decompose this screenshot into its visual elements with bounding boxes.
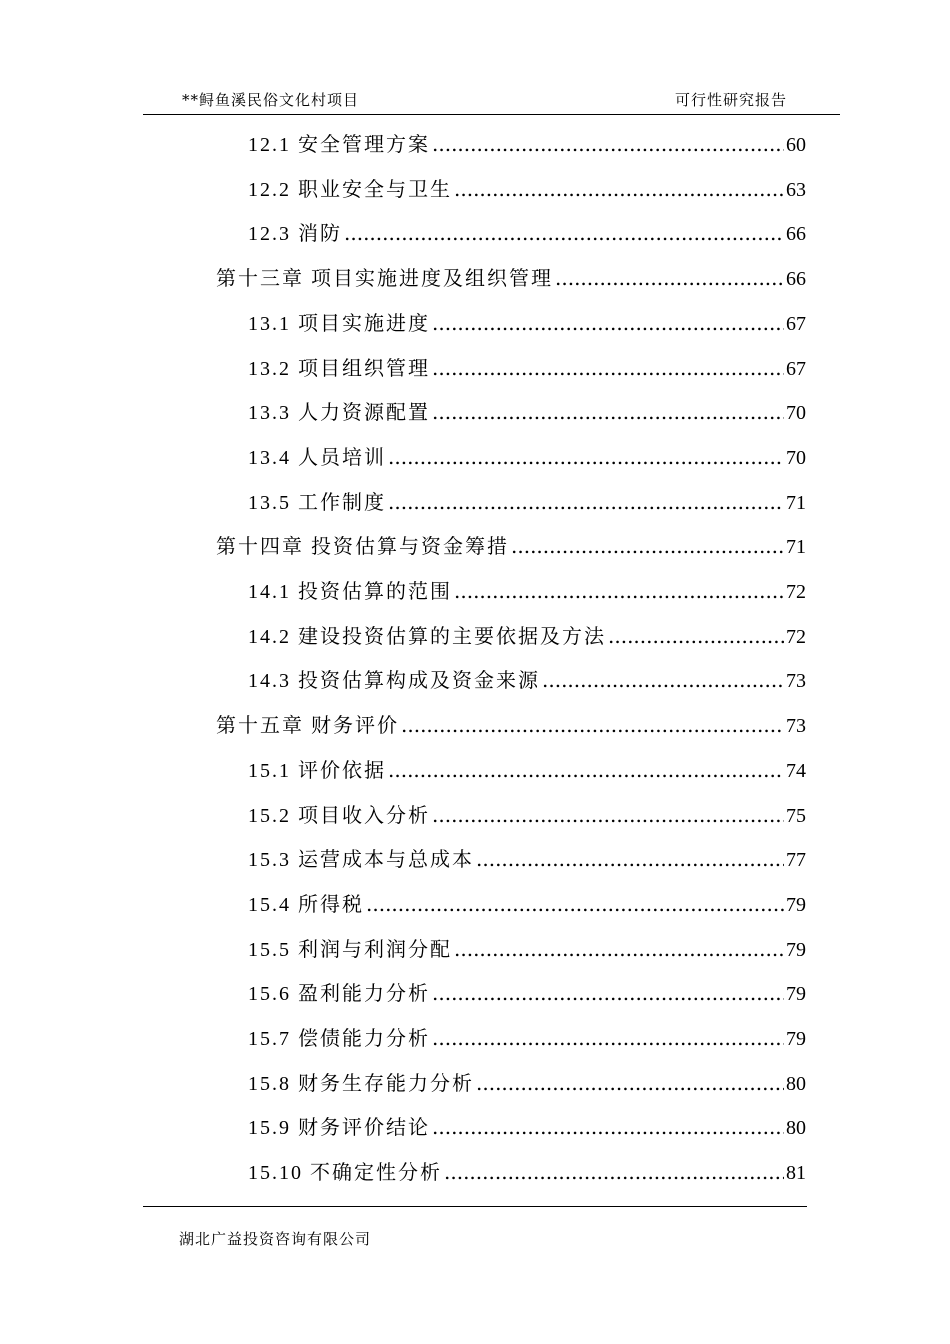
toc-entry-page: 67 xyxy=(786,312,806,335)
toc-entry-title: 13.4 人员培训 xyxy=(248,446,386,469)
toc-dot-leader xyxy=(454,571,784,611)
toc-dot-leader xyxy=(476,839,784,879)
toc-dot-leader xyxy=(454,169,784,209)
toc-dot-leader xyxy=(555,258,784,298)
toc-dot-leader xyxy=(388,750,784,790)
toc-entry-page: 73 xyxy=(786,715,806,738)
toc-entry-page: 75 xyxy=(786,804,806,827)
toc-entry-page: 79 xyxy=(786,1028,806,1050)
toc-entry-title: 15.1 评价依据 xyxy=(248,759,386,782)
toc-entry[interactable] xyxy=(216,526,806,566)
toc-entry-page: 80 xyxy=(786,1117,806,1140)
toc-entry-page: 79 xyxy=(786,893,806,916)
toc-entry-title: 13.3 人力资源配置 xyxy=(248,402,430,425)
toc-entry[interactable] xyxy=(248,303,806,343)
page-header-right: 可行性研究报告 xyxy=(674,91,787,109)
toc-entry-page: 77 xyxy=(786,849,806,872)
toc-entry[interactable] xyxy=(248,348,806,388)
toc-entry[interactable] xyxy=(248,169,806,209)
toc-entry[interactable] xyxy=(248,795,806,835)
toc-entry-title: 13.5 工作制度 xyxy=(248,491,386,514)
toc-entry[interactable] xyxy=(216,258,806,298)
toc-entry-title: 第十五章 财务评价 xyxy=(216,715,399,738)
toc-entry-title: 13.2 项目组织管理 xyxy=(248,357,430,380)
toc-entry-page: 73 xyxy=(786,670,806,693)
toc-dot-leader xyxy=(432,124,784,164)
toc-entry[interactable] xyxy=(248,213,806,253)
toc-entry-title: 12.3 消防 xyxy=(248,223,342,246)
toc-entry-page: 66 xyxy=(786,268,806,291)
toc-entry[interactable] xyxy=(248,973,806,1013)
toc-entry[interactable] xyxy=(248,1152,806,1192)
toc-dot-leader xyxy=(432,303,784,343)
toc-dot-leader xyxy=(401,705,784,745)
toc-dot-leader xyxy=(432,1018,784,1058)
toc-entry-title: 15.3 运营成本与总成本 xyxy=(248,849,474,872)
toc-entry[interactable] xyxy=(248,884,806,924)
toc-entry-title: 第十四章 投资估算与资金筹措 xyxy=(216,536,509,559)
toc-entry-page: 79 xyxy=(786,938,806,961)
toc-entry-title: 15.8 财务生存能力分析 xyxy=(248,1072,474,1095)
toc-dot-leader xyxy=(542,660,784,700)
toc-entry-page: 74 xyxy=(786,759,806,782)
footer-company: 湖北广益投资咨询有限公司 xyxy=(179,1230,372,1248)
toc-entry[interactable] xyxy=(248,616,806,656)
toc-dot-leader xyxy=(432,1107,784,1147)
toc-dot-leader xyxy=(454,929,784,969)
toc-dot-leader xyxy=(432,392,784,432)
toc-entry-title: 13.1 项目实施进度 xyxy=(248,312,430,335)
footer-divider xyxy=(143,1206,807,1207)
toc-entry[interactable] xyxy=(248,571,806,611)
toc-dot-leader xyxy=(432,348,784,388)
toc-dot-leader xyxy=(344,213,784,253)
toc-entry-page: 71 xyxy=(786,491,806,514)
toc-entry[interactable] xyxy=(248,1063,806,1103)
toc-entry-page: 80 xyxy=(786,1072,806,1095)
toc-entry-page: 81 xyxy=(786,1162,806,1185)
header-divider xyxy=(143,114,840,115)
toc-dot-leader xyxy=(432,795,784,835)
toc-dot-leader xyxy=(388,437,784,477)
toc-dot-leader xyxy=(444,1152,784,1192)
toc-entry[interactable] xyxy=(248,660,806,700)
toc-entry-page: 67 xyxy=(786,357,806,380)
toc-entry[interactable] xyxy=(248,124,806,164)
toc-entry-title: 15.4 所得税 xyxy=(248,893,364,916)
toc-entry[interactable] xyxy=(248,482,806,522)
toc-entry-page: 70 xyxy=(786,402,806,425)
toc-entry-title: 15.9 财务评价结论 xyxy=(248,1117,430,1140)
toc-entry[interactable] xyxy=(216,705,806,745)
toc-entry-title: 12.2 职业安全与卫生 xyxy=(248,178,452,201)
toc-dot-leader xyxy=(432,973,784,1013)
toc-dot-leader xyxy=(511,526,784,566)
toc-entry-page: 70 xyxy=(786,446,806,469)
toc-entry[interactable] xyxy=(248,437,806,477)
toc-dot-leader xyxy=(608,616,784,656)
toc-dot-leader xyxy=(366,884,784,924)
toc-entry-page: 72 xyxy=(786,625,806,648)
toc-entry-page: 79 xyxy=(786,983,806,1006)
toc-entry-title: 15.5 利润与利润分配 xyxy=(248,938,452,961)
toc-dot-leader xyxy=(388,482,784,522)
toc-entry-page: 71 xyxy=(786,536,806,559)
toc-entry-title: 14.3 投资估算构成及资金来源 xyxy=(248,670,540,693)
page-header-left: **鲟鱼溪民俗文化村项目 xyxy=(182,91,360,109)
toc-entry-page: 63 xyxy=(786,178,806,201)
toc-dot-leader xyxy=(476,1063,784,1103)
toc-entry-title: 14.2 建设投资估算的主要依据及方法 xyxy=(248,625,606,648)
toc-entry-page: 60 xyxy=(786,134,806,156)
toc-entry-page: 72 xyxy=(786,581,806,603)
toc-entry-title: 15.10 不确定性分析 xyxy=(248,1162,442,1185)
toc-entry[interactable] xyxy=(248,392,806,432)
toc-entry[interactable] xyxy=(248,929,806,969)
toc-entry[interactable] xyxy=(248,1107,806,1147)
toc-entry-title: 15.6 盈利能力分析 xyxy=(248,983,430,1006)
toc-entry[interactable] xyxy=(248,1018,806,1058)
toc-entry-title: 15.2 项目收入分析 xyxy=(248,804,430,827)
toc-entry-title: 14.1 投资估算的范围 xyxy=(248,581,452,603)
toc-entry-title: 第十三章 项目实施进度及组织管理 xyxy=(216,268,553,291)
toc-entry[interactable] xyxy=(248,839,806,879)
toc-entry-page: 66 xyxy=(786,223,806,246)
toc-entry[interactable] xyxy=(248,750,806,790)
toc-entry-title: 15.7 偿债能力分析 xyxy=(248,1028,430,1050)
toc-entry-title: 12.1 安全管理方案 xyxy=(248,134,430,156)
